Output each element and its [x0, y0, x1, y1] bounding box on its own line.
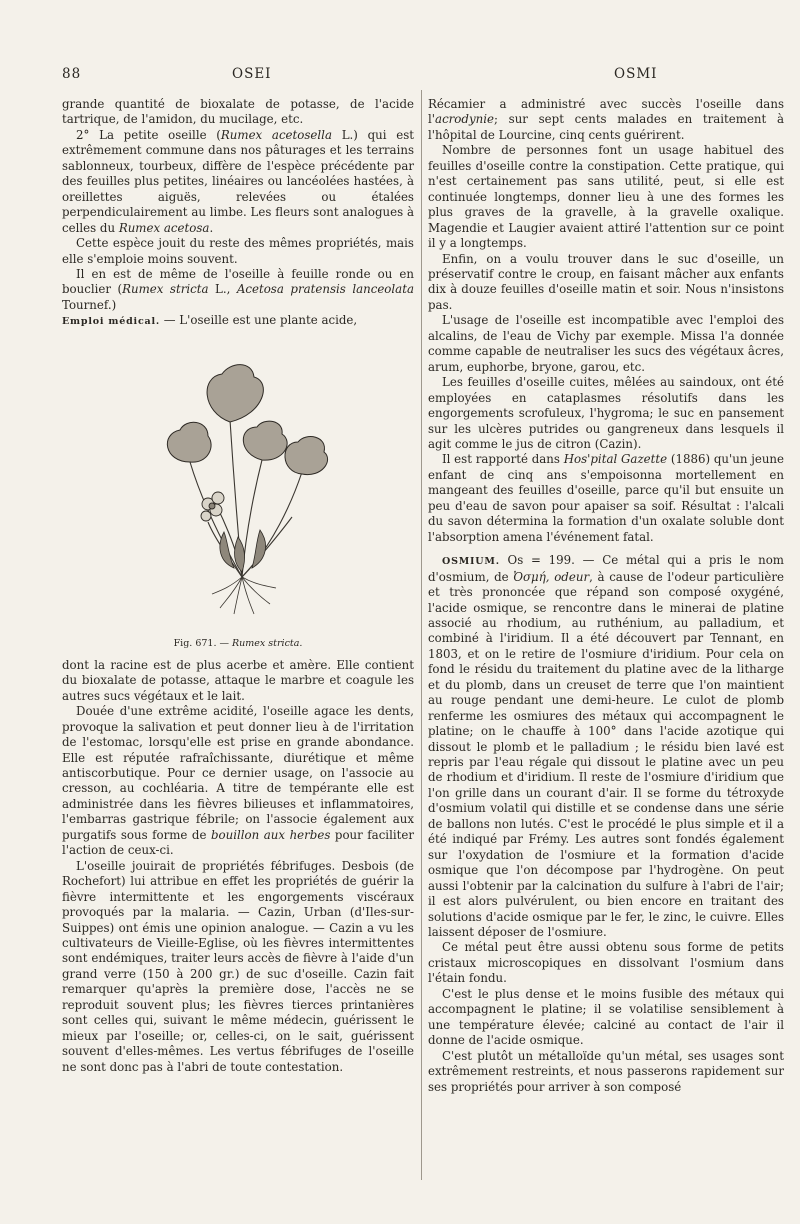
right-running-title: OSMI [614, 66, 658, 82]
figure-caption: Fig. 671. — Rumex stricta. [173, 638, 303, 650]
paragraph: Cette espèce jouit du reste des mêmes propriétés, mais elle s'emploie moins souvent. [62, 236, 414, 266]
paragraph: dont la racine est de plus acerbe et amère. Elle contient du bioxalate de potasse, attaque le marbre et coagule les autres sucs végétaux et le lait. [62, 657, 414, 703]
page-number: 88 [62, 66, 82, 82]
paragraph: Les feuilles d'oseille cuites, mêlées au saindoux, ont été employées en cataplasmes résolutifs dans les engorgements scrofuleux, l'hygroma; le suc en pansement sur les ulcères putrides ou gangreneux dans lesquels il agit comme le jus de citron (Cazin). [428, 375, 784, 451]
column-divider [421, 90, 422, 1180]
paragraph: L'usage de l'oseille est incompatible avec l'emploi des alcalins, de l'eau de Vichy par exemple. Missa l'a donnée comme capable de neutraliser les sucs des végétaux âcres, arum, euphorbe, bryone, garou, etc. [428, 313, 784, 374]
paragraph: grande quantité de bioxalate de potasse, de l'acide tartrique, de l'amidon, du mucilage, etc. [62, 97, 414, 127]
figure-rumex-stricta [62, 332, 414, 652]
paragraph: L'oseille jouirait de propriétés fébrifuges. Desbois (de Rochefort) lui attribue en effet les propriétés de guérir la fièvre intermittente et les engorgements viscéraux provoqués par la malaria. — Cazin, Urban (d'Iles-sur-Suippes) ont émis une opinion analogue. — Cazin a vu les cultivateurs de Vieille-Eglise, où les fièvres intermittentes sont endémiques, traiter leurs accès de fièvre à l'aide d'un grand verre (150 à 200 gr.) de suc d'oseille. Cazin fait remarquer qu'après la première dose, l'accès ne se reproduit souvent plus; les fièvres tierces printanières sont celles qui, suivant le même médecin, guérissent le mieux par l'oseille; or, celles-ci, on le sait, guérissent souvent d'elles-mêmes. Les vertus fébrifuges de l'oseille ne sont donc pas à l'abri de toute contestation. [62, 858, 414, 1074]
left-column [62, 97, 414, 1075]
paragraph: 2° La petite oseille (Rumex acetosella L.) qui est extrêmement commune dans nos pâturages et les terrains sablonneux, tourbeux, diffère de l'espèce précédente par des feuilles plus petites, linéaires ou lancéolées hastées, à oreillettes aiguës, relevées ou étalées perpendiculairement au limbe. Les fleurs sont analogues à celles du Rumex acetosa. [62, 127, 414, 235]
section-heading: Emploi médical. [62, 316, 161, 328]
plant-illustration [142, 332, 342, 622]
section-heading: OSMIUM. [442, 556, 500, 568]
section-heading-paragraph: OSMIUM. Os = 199. — Ce métal qui a pris le nom d'osmium, de Ὀσμή, odeur, à cause de l'odeur particulière et très prononcée que répand son composé oxygéné, l'acide osmique, se rencontre dans le minerai de platine associé au rhodium, au ruthénium, au palladium, et combiné à l'iridium. Il a été découvert par Tennant, en 1803, et on le retire de l'osmiure d'iridium. Pour cela on fond le résidu du traitement du platine avec de la litharge et du plomb, dans un creuset de terre que l'on maintient au rouge pendant une demi-heure. Le culot de plomb renferme les osmiures des métaux qui accompagnent le platine; on le chauffe à 100° dans l'acide azotique qui dissout le plomb et le palladium ; le résidu bien lavé est repris par l'eau régale qui dissout le platine avec un peu de rhodium et d'iridium. Il reste de l'osmiure d'iridium que l'on grille dans un courant d'air. Il se forme du tétroxyde d'osmium volatil qui distille et se condense dans une série de ballons non lutés. C'est le procédé le plus simple et il a été indiqué par Frémy. Les autres sont fondés également sur l'oxydation de l'osmiure et la formation d'acide osmique que l'on décompose par l'hydrogène. On peut aussi l'obtenir par la calcination du sulfure à l'abri de l'air; il est alors pulvérulent, ou bien encore en traitant des solutions d'acide osmique par le fer, le zinc, le cuivre. Elles laissent déposer de l'osmiure. [428, 553, 784, 940]
left-running-title: OSEI [232, 66, 272, 82]
paragraph: Il en est de même de l'oseille à feuille ronde ou en bouclier (Rumex stricta L., Acetosa pratensis lanceolata Tournef.) [62, 266, 414, 312]
section-gap [428, 545, 784, 553]
paragraph: C'est le plus dense et le moins fusible des métaux qui accompagnent le platine; il se volatilise sensiblement à une température élevée; calciné au contact de l'air il donne de l'acide osmique. [428, 986, 784, 1048]
right-column [428, 97, 784, 1095]
paragraph: Ce métal peut être aussi obtenu sous forme de petits cristaux microscopiques en dissolvant l'osmium dans l'étain fondu. [428, 940, 784, 986]
section-heading-paragraph: Emploi médical. — L'oseille est une plante acide, [62, 313, 358, 328]
running-header [62, 66, 788, 88]
paragraph: C'est plutôt un métalloïde qu'un métal, ses usages sont extrêmement restreints, et nous passerons rapidement sur ses propriétés pour arriver à son composé [428, 1048, 784, 1094]
paragraph: Douée d'une extrême acidité, l'oseille agace les dents, provoque la salivation et peut donner lieu à de l'irritation de l'estomac, lorsqu'elle est prise en grande abondance. Elle est réputée rafraîchissante, diurétique et même antiscorbutique. Pour ce dernier usage, on l'associe au cresson, au cochléaria. A titre de tempérante elle est administrée dans les fièvres bilieuses et inflammatoires, l'embarras gastrique fébrile; on l'associe également aux purgatifs sous forme de bouillon aux herbes pour faciliter l'action de ceux-ci. [62, 704, 414, 858]
paragraph: Nombre de personnes font un usage habituel des feuilles d'oseille contre la constipation. Cette pratique, qui n'est certainement pas sans utilité, peut, si elle est continuée longtemps, donner lieu à une des formes les plus graves de la gravelle, à la gravelle oxalique. Magendie et Laugier avaient attiré l'attention sur ce point il y a longtemps. [428, 143, 784, 251]
paragraph: Récamier a administré avec succès l'oseille dans l'acrodynie; sur sept cents malades en traitement à l'hôpital de Lourcine, cinq cents guérirent. [428, 97, 784, 142]
paragraph: Enfin, on a voulu trouver dans le suc d'oseille, un préservatif contre le croup, en faisant mâcher aux enfants dix à douze feuilles d'oseille matin et soir. Nous n'insistons pas. [428, 251, 784, 312]
paragraph: Il est rapporté dans Hos'pital Gazette (1886) qu'un jeune enfant de cinq ans s'empoisonna mortellement en mangeant des feuilles d'oseille, parce qu'il but ensuite un peu d'eau de savon pour apaiser sa soif. Résultat : l'alcali du savon détermina la formation d'un oxalate soluble dont l'absorption amena l'événement fatal. [428, 452, 785, 544]
